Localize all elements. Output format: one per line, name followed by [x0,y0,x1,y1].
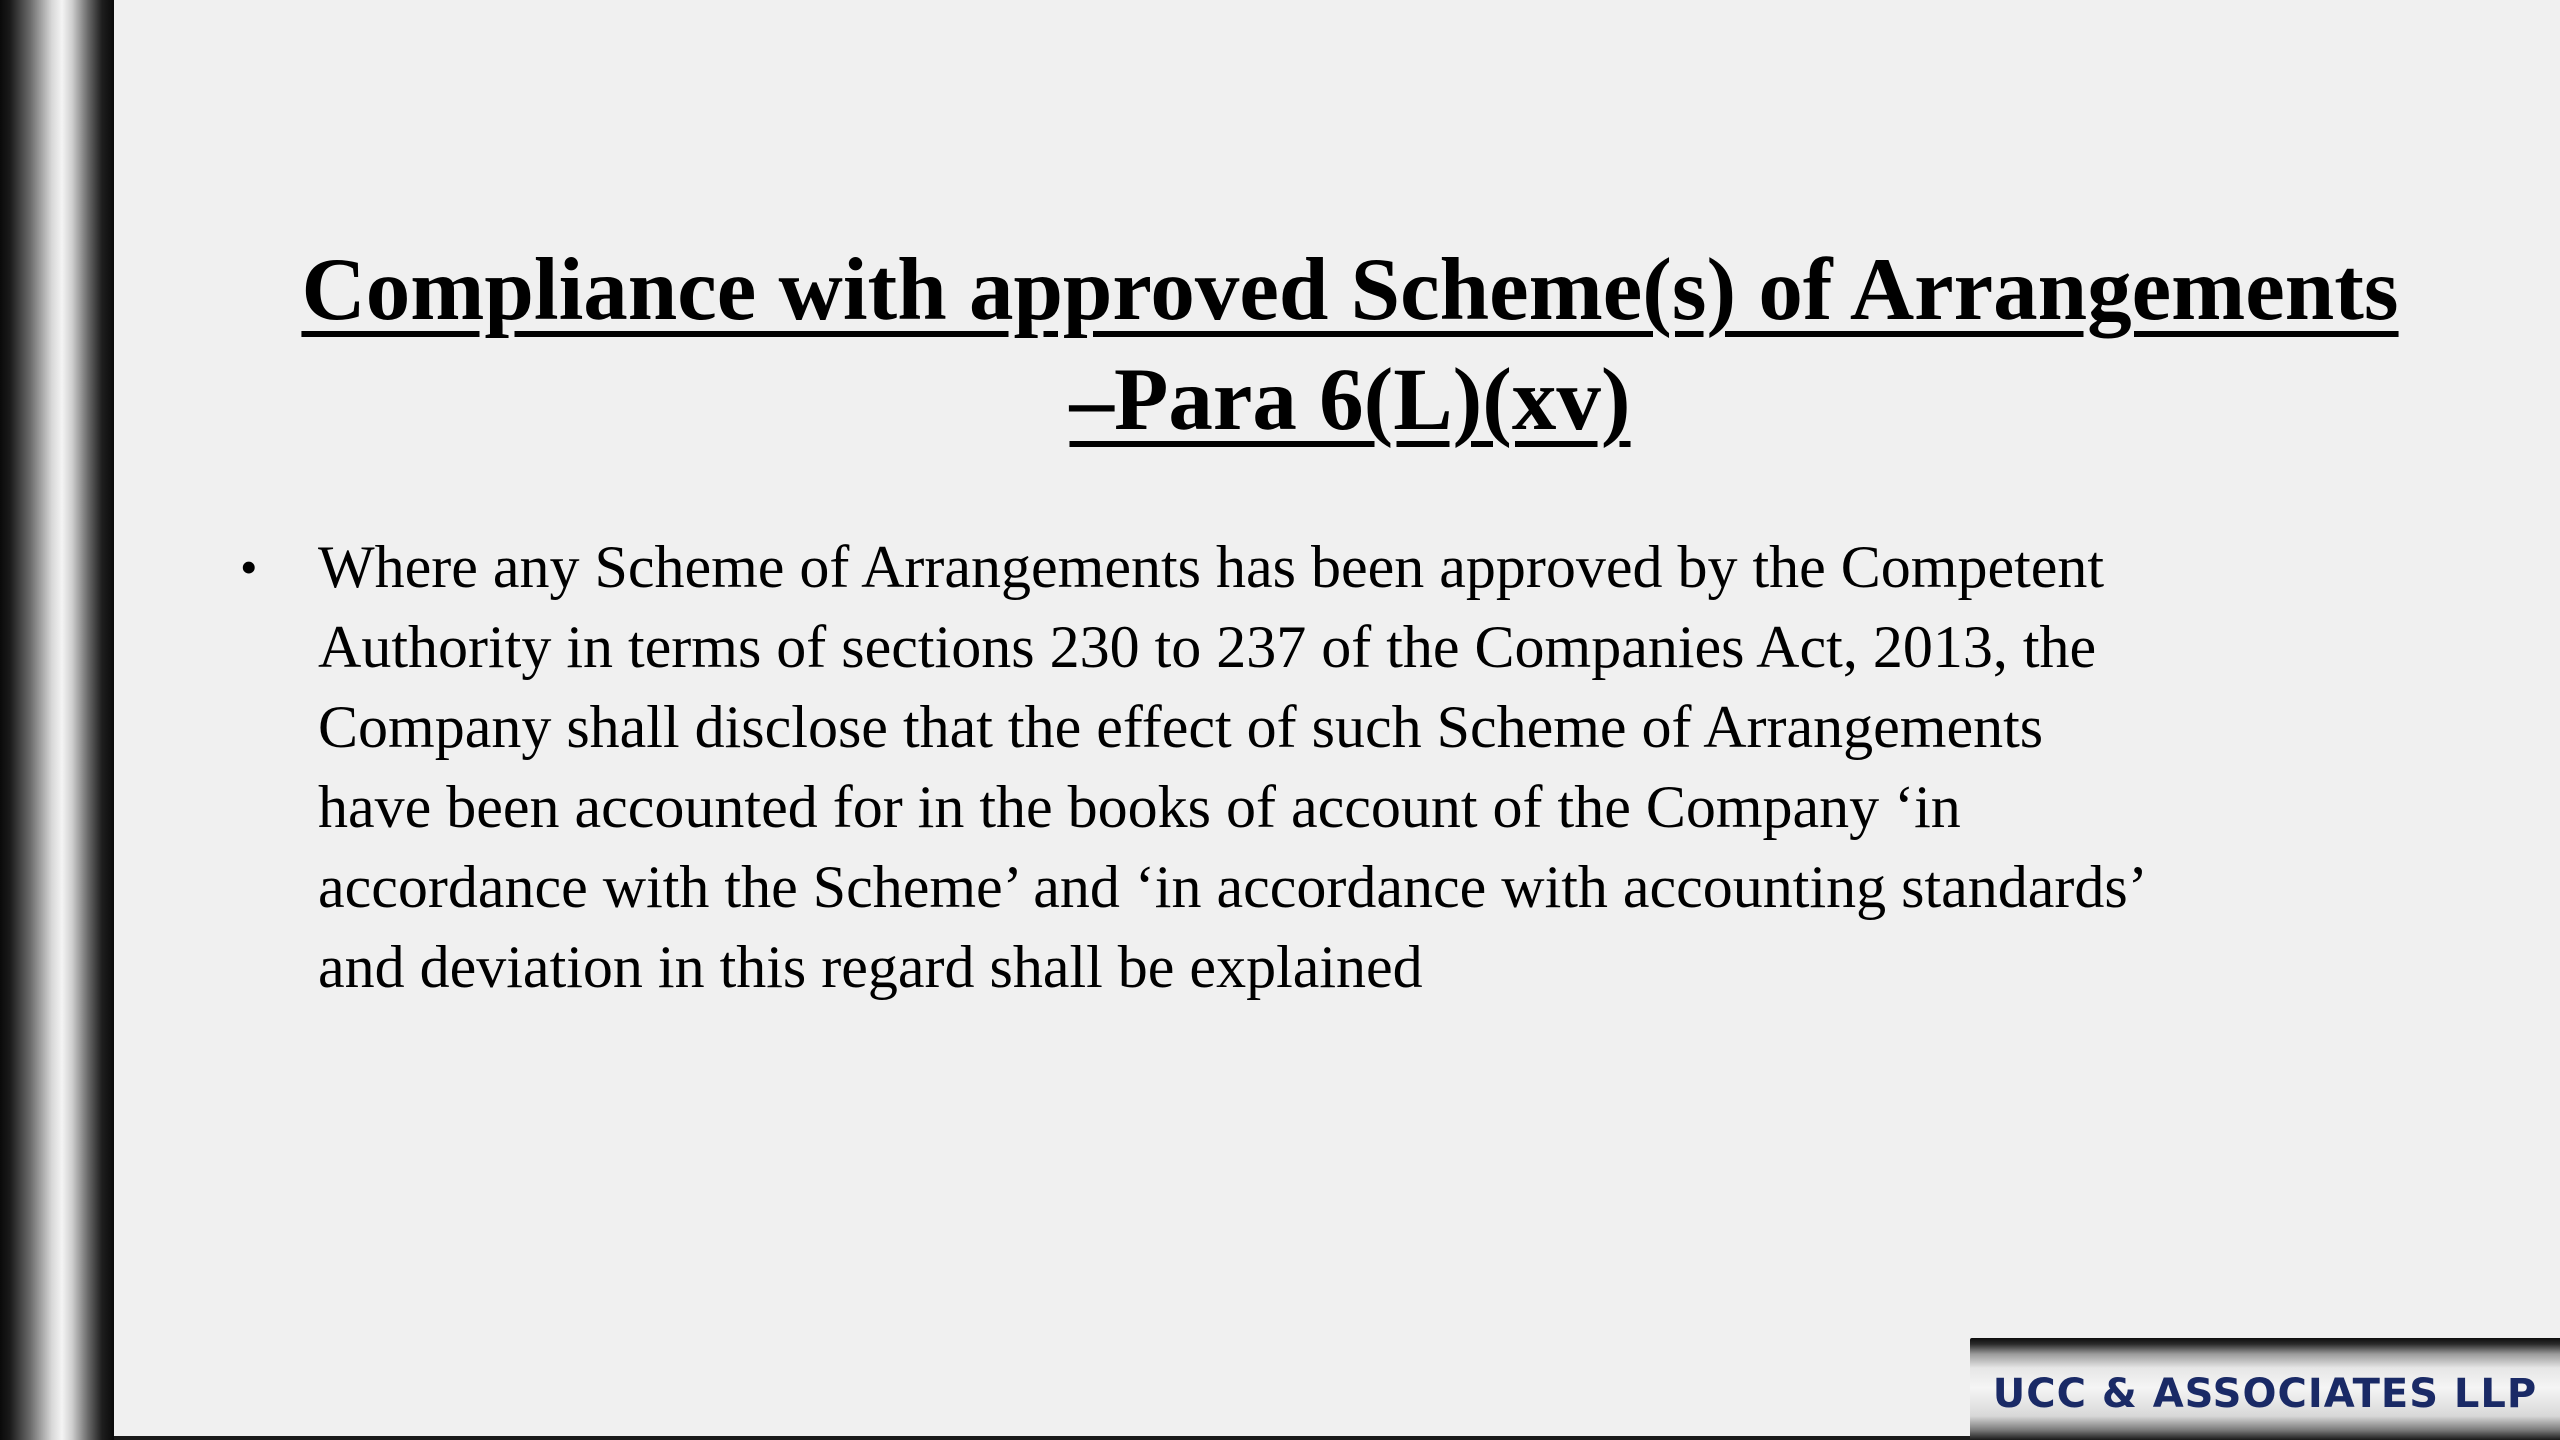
bullet-text: Where any Scheme of Arrangements has been approved by the Competent Authority in terms of sections 230 to 237 of the Companies Act, 2013, the Company shall disclose that the effect of such Scheme of Arrangements have been accounted for in the books of account of the Company ‘in accordance with the Scheme’ and ‘in accordance with accounting standards’ and deviation in this regard shall be explained [318,534,2148,1000]
company-logo-box [1970,1338,2560,1440]
company-logo-text: UCC & ASSOCIATES LLP [1992,1371,2538,1417]
title-line-1: Compliance with approved Scheme(s) of Arrangements [301,241,2399,339]
bullet-item [240,527,2440,1007]
left-decorative-bar [0,0,114,1440]
bullet-list [240,527,2440,1007]
title-line-2: –Para 6(L)(xv) [1069,351,1631,449]
slide-title [200,235,2500,455]
bullet-icon: • [240,539,258,595]
